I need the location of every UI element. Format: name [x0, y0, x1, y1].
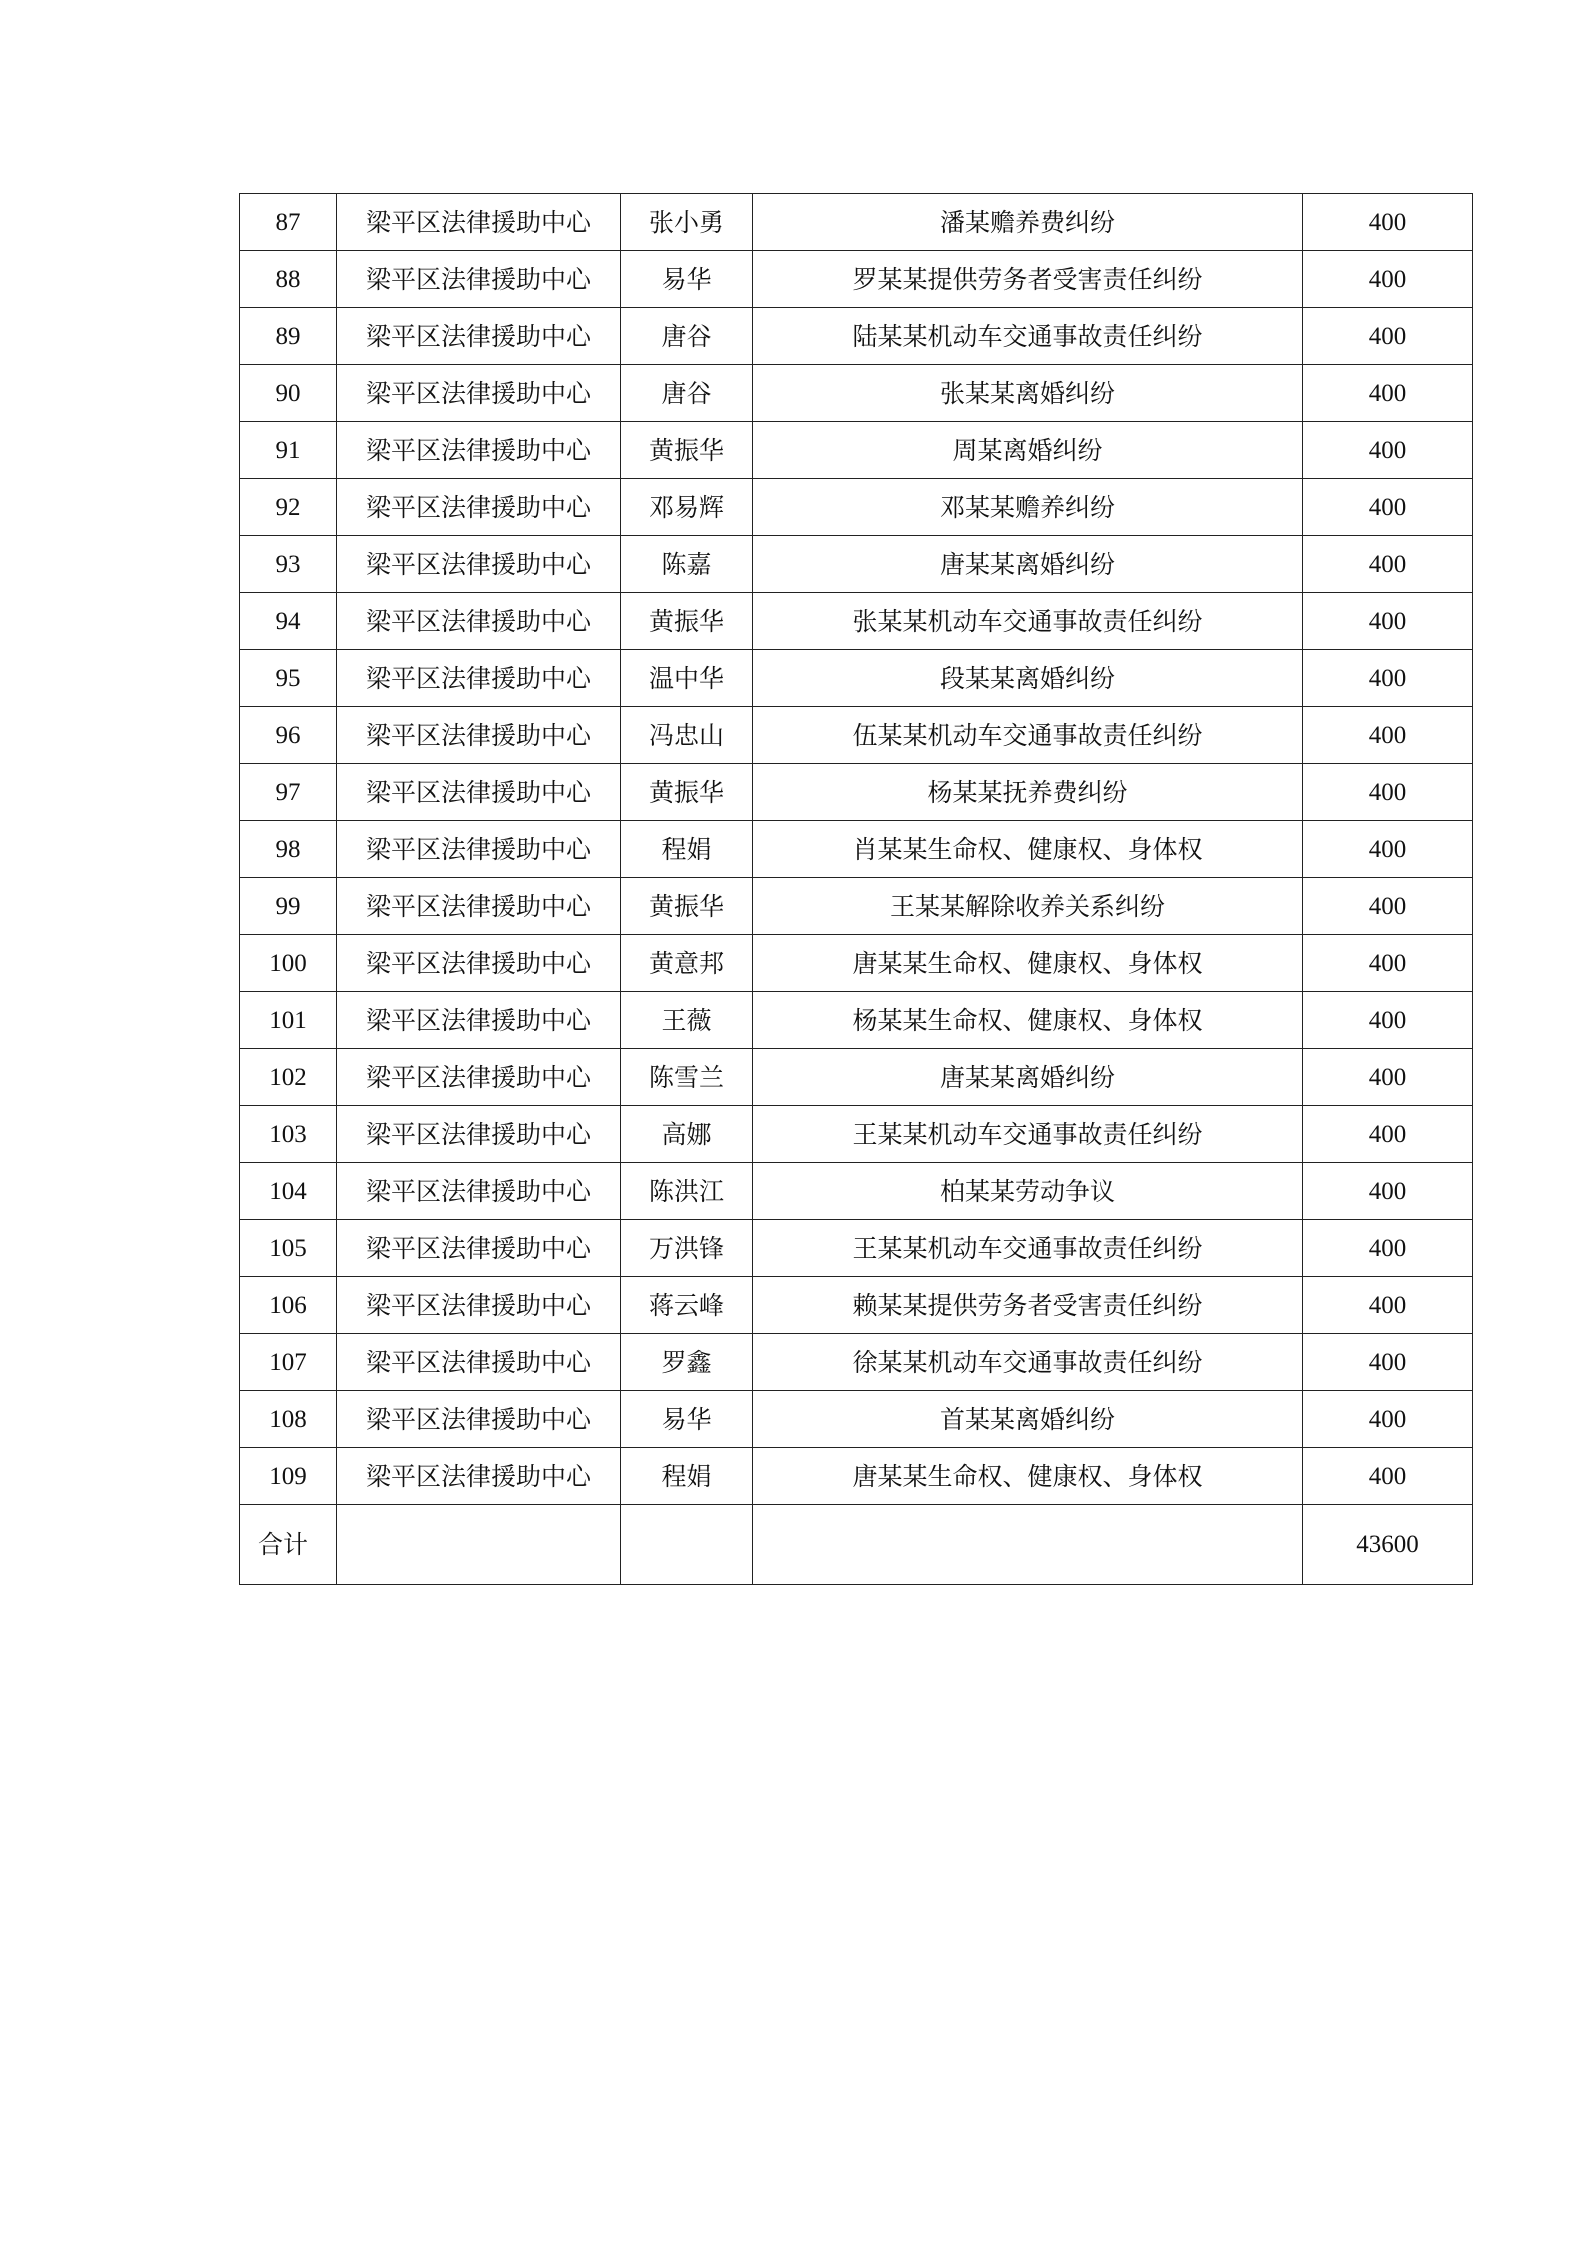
amount-cell: 400 — [1303, 821, 1473, 878]
organization-cell: 梁平区法律援助中心 — [337, 764, 621, 821]
row-number: 97 — [240, 764, 337, 821]
table-row — [240, 194, 1473, 251]
case-cell: 伍某某机动车交通事故责任纠纷 — [753, 707, 1303, 764]
organization-cell: 梁平区法律援助中心 — [337, 1220, 621, 1277]
organization-cell: 梁平区法律援助中心 — [337, 1277, 621, 1334]
row-number: 89 — [240, 308, 337, 365]
row-number: 95 — [240, 650, 337, 707]
table-row — [240, 365, 1473, 422]
amount-cell: 400 — [1303, 593, 1473, 650]
amount-cell: 400 — [1303, 1220, 1473, 1277]
lawyer-cell: 黄振华 — [621, 764, 753, 821]
case-cell: 首某某离婚纠纷 — [753, 1391, 1303, 1448]
table-row — [240, 992, 1473, 1049]
amount-cell: 400 — [1303, 1391, 1473, 1448]
table-row — [240, 878, 1473, 935]
row-number: 101 — [240, 992, 337, 1049]
row-number: 100 — [240, 935, 337, 992]
organization-cell: 梁平区法律援助中心 — [337, 992, 621, 1049]
lawyer-cell: 黄振华 — [621, 593, 753, 650]
organization-cell: 梁平区法律援助中心 — [337, 251, 621, 308]
amount-cell: 400 — [1303, 1106, 1473, 1163]
lawyer-cell: 蒋云峰 — [621, 1277, 753, 1334]
amount-cell: 400 — [1303, 1448, 1473, 1505]
amount-cell: 400 — [1303, 1049, 1473, 1106]
table-row — [240, 593, 1473, 650]
row-number: 96 — [240, 707, 337, 764]
case-cell: 杨某某生命权、健康权、身体权 — [753, 992, 1303, 1049]
row-number: 94 — [240, 593, 337, 650]
case-cell: 张某某机动车交通事故责任纠纷 — [753, 593, 1303, 650]
case-cell: 段某某离婚纠纷 — [753, 650, 1303, 707]
lawyer-cell: 陈洪江 — [621, 1163, 753, 1220]
lawyer-cell: 程娟 — [621, 1448, 753, 1505]
lawyer-cell: 邓易辉 — [621, 479, 753, 536]
lawyer-cell: 陈嘉 — [621, 536, 753, 593]
row-number: 107 — [240, 1334, 337, 1391]
case-cell: 邓某某赡养纠纷 — [753, 479, 1303, 536]
lawyer-cell: 高娜 — [621, 1106, 753, 1163]
table-row — [240, 1277, 1473, 1334]
organization-cell: 梁平区法律援助中心 — [337, 935, 621, 992]
row-number: 98 — [240, 821, 337, 878]
organization-cell: 梁平区法律援助中心 — [337, 707, 621, 764]
row-number: 92 — [240, 479, 337, 536]
row-number: 93 — [240, 536, 337, 593]
organization-cell: 梁平区法律援助中心 — [337, 1106, 621, 1163]
amount-cell: 400 — [1303, 422, 1473, 479]
amount-cell: 400 — [1303, 479, 1473, 536]
total-row — [240, 1505, 1473, 1585]
organization-cell: 梁平区法律援助中心 — [337, 650, 621, 707]
lawyer-cell: 唐谷 — [621, 308, 753, 365]
table-row — [240, 536, 1473, 593]
lawyer-cell: 程娟 — [621, 821, 753, 878]
case-cell: 陆某某机动车交通事故责任纠纷 — [753, 308, 1303, 365]
lawyer-cell: 陈雪兰 — [621, 1049, 753, 1106]
case-table — [239, 193, 1473, 1585]
amount-cell: 400 — [1303, 992, 1473, 1049]
table-row — [240, 1106, 1473, 1163]
organization-cell: 梁平区法律援助中心 — [337, 365, 621, 422]
row-number: 105 — [240, 1220, 337, 1277]
case-cell: 徐某某机动车交通事故责任纠纷 — [753, 1334, 1303, 1391]
row-number: 108 — [240, 1391, 337, 1448]
case-cell: 唐某某离婚纠纷 — [753, 1049, 1303, 1106]
table-row — [240, 251, 1473, 308]
lawyer-cell: 黄振华 — [621, 878, 753, 935]
organization-cell: 梁平区法律援助中心 — [337, 1163, 621, 1220]
organization-cell: 梁平区法律援助中心 — [337, 1448, 621, 1505]
row-number: 104 — [240, 1163, 337, 1220]
lawyer-cell: 温中华 — [621, 650, 753, 707]
amount-cell: 400 — [1303, 707, 1473, 764]
amount-cell: 400 — [1303, 764, 1473, 821]
lawyer-cell: 罗鑫 — [621, 1334, 753, 1391]
amount-cell: 400 — [1303, 365, 1473, 422]
case-cell: 唐某某离婚纠纷 — [753, 536, 1303, 593]
total-empty-cell — [337, 1505, 621, 1585]
organization-cell: 梁平区法律援助中心 — [337, 1049, 621, 1106]
case-cell: 唐某某生命权、健康权、身体权 — [753, 935, 1303, 992]
table-row — [240, 650, 1473, 707]
table-row — [240, 1448, 1473, 1505]
case-cell: 杨某某抚养费纠纷 — [753, 764, 1303, 821]
case-cell: 唐某某生命权、健康权、身体权 — [753, 1448, 1303, 1505]
organization-cell: 梁平区法律援助中心 — [337, 593, 621, 650]
row-number: 102 — [240, 1049, 337, 1106]
organization-cell: 梁平区法律援助中心 — [337, 194, 621, 251]
lawyer-cell: 张小勇 — [621, 194, 753, 251]
case-cell: 王某某解除收养关系纠纷 — [753, 878, 1303, 935]
organization-cell: 梁平区法律援助中心 — [337, 1334, 621, 1391]
amount-cell: 400 — [1303, 251, 1473, 308]
amount-cell: 400 — [1303, 878, 1473, 935]
total-label: 合计 — [240, 1505, 337, 1585]
organization-cell: 梁平区法律援助中心 — [337, 479, 621, 536]
lawyer-cell: 王薇 — [621, 992, 753, 1049]
case-cell: 周某离婚纠纷 — [753, 422, 1303, 479]
case-cell: 王某某机动车交通事故责任纠纷 — [753, 1106, 1303, 1163]
row-number: 106 — [240, 1277, 337, 1334]
organization-cell: 梁平区法律援助中心 — [337, 878, 621, 935]
total-empty-cell — [621, 1505, 753, 1585]
table-body — [240, 194, 1473, 1585]
table-row — [240, 764, 1473, 821]
row-number: 87 — [240, 194, 337, 251]
lawyer-cell: 万洪锋 — [621, 1220, 753, 1277]
amount-cell: 400 — [1303, 1277, 1473, 1334]
lawyer-cell: 冯忠山 — [621, 707, 753, 764]
organization-cell: 梁平区法律援助中心 — [337, 1391, 621, 1448]
table-row — [240, 935, 1473, 992]
lawyer-cell: 唐谷 — [621, 365, 753, 422]
table-row — [240, 1049, 1473, 1106]
table-row — [240, 479, 1473, 536]
organization-cell: 梁平区法律援助中心 — [337, 821, 621, 878]
table-row — [240, 422, 1473, 479]
total-empty-cell — [753, 1505, 1303, 1585]
case-cell: 柏某某劳动争议 — [753, 1163, 1303, 1220]
case-cell: 罗某某提供劳务者受害责任纠纷 — [753, 251, 1303, 308]
organization-cell: 梁平区法律援助中心 — [337, 536, 621, 593]
amount-cell: 400 — [1303, 935, 1473, 992]
table-row — [240, 1334, 1473, 1391]
table-row — [240, 1163, 1473, 1220]
total-amount: 43600 — [1303, 1505, 1473, 1585]
amount-cell: 400 — [1303, 194, 1473, 251]
organization-cell: 梁平区法律援助中心 — [337, 308, 621, 365]
organization-cell: 梁平区法律援助中心 — [337, 422, 621, 479]
table-row — [240, 1391, 1473, 1448]
lawyer-cell: 黄振华 — [621, 422, 753, 479]
row-number: 99 — [240, 878, 337, 935]
amount-cell: 400 — [1303, 1334, 1473, 1391]
lawyer-cell: 黄意邦 — [621, 935, 753, 992]
case-cell: 潘某赡养费纠纷 — [753, 194, 1303, 251]
table-row — [240, 707, 1473, 764]
table-row — [240, 821, 1473, 878]
row-number: 88 — [240, 251, 337, 308]
amount-cell: 400 — [1303, 650, 1473, 707]
case-cell: 肖某某生命权、健康权、身体权 — [753, 821, 1303, 878]
case-cell: 赖某某提供劳务者受害责任纠纷 — [753, 1277, 1303, 1334]
case-cell: 王某某机动车交通事故责任纠纷 — [753, 1220, 1303, 1277]
row-number: 90 — [240, 365, 337, 422]
amount-cell: 400 — [1303, 1163, 1473, 1220]
lawyer-cell: 易华 — [621, 251, 753, 308]
lawyer-cell: 易华 — [621, 1391, 753, 1448]
amount-cell: 400 — [1303, 308, 1473, 365]
amount-cell: 400 — [1303, 536, 1473, 593]
row-number: 109 — [240, 1448, 337, 1505]
row-number: 91 — [240, 422, 337, 479]
table-row — [240, 308, 1473, 365]
table-row — [240, 1220, 1473, 1277]
case-cell: 张某某离婚纠纷 — [753, 365, 1303, 422]
row-number: 103 — [240, 1106, 337, 1163]
